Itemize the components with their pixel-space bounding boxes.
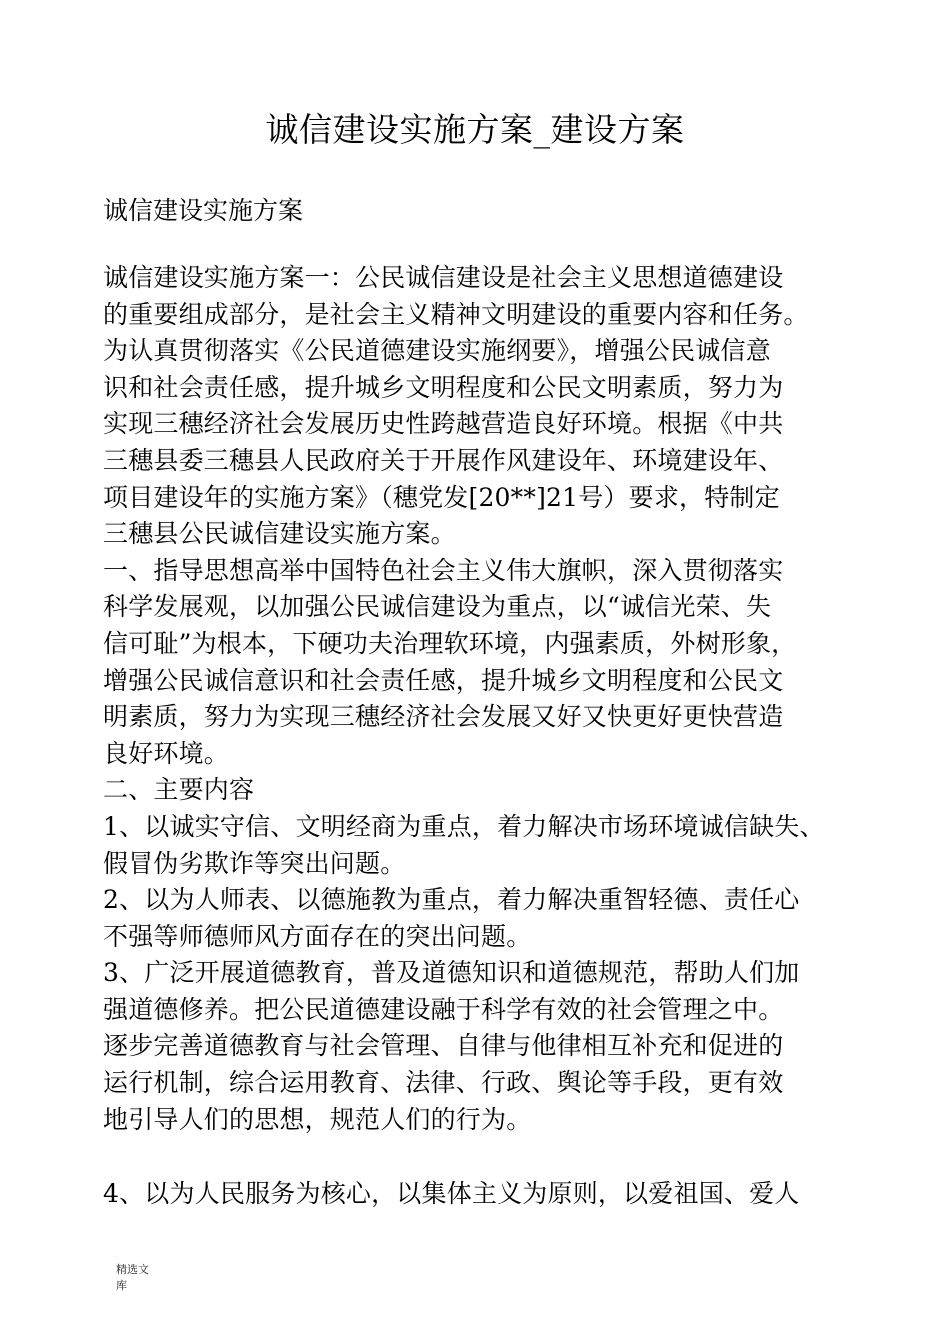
text-line: 2、以为人师表、以德施教为重点，着力解决重智轻德、责任心 xyxy=(103,885,800,915)
text-line: 三穗县委三穗县人民政府关于开展作风建设年、环境建设年、 xyxy=(103,445,784,475)
text-line: 诚信建设实施方案一：公民诚信建设是社会主义思想道德建设 xyxy=(103,263,784,292)
text-line: 的重要组成部分，是社会主义精神文明建设的重要内容和任务。 xyxy=(103,299,809,329)
document-body xyxy=(103,260,863,1213)
text-line: 1、以诚实守信、文明经商为重点，着力解决市场环境诚信缺失、 xyxy=(103,811,825,841)
footer-line: 库 xyxy=(116,1279,127,1292)
document-subtitle: 诚信建设实施方案 xyxy=(103,196,304,225)
text-line: 项目建设年的实施方案》（穗党发[20**]21号）要求，特制定 xyxy=(103,482,780,512)
text-line: 不强等师德师风方面存在的突出问题。 xyxy=(103,921,532,951)
footer-watermark xyxy=(116,1262,162,1294)
text-line: 4、以为人民服务为核心，以集体主义为原则，以爱祖国、爱人 xyxy=(103,1179,800,1209)
text-line: 3、广泛开展道德教育，普及道德知识和道德规范，帮助人们加 xyxy=(103,958,800,988)
text-line: 三穗县公民诚信建设实施方案。 xyxy=(103,519,456,549)
text-line: 科学发展观，以加强公民诚信建设为重点，以“诚信光荣、失 xyxy=(103,592,772,622)
footer-line: 精选文 xyxy=(116,1263,149,1276)
text-line: 为认真贯彻落实《公民道德建设实施纲要》，增强公民诚信意 xyxy=(103,336,771,366)
section-heading: 二、主要内容 xyxy=(103,775,255,805)
text-line: 强道德修养。把公民道德建设融于科学有效的社会管理之中。 xyxy=(103,994,784,1024)
text-line: 明素质，努力为实现三穗经济社会发展又好又快更好更快营造 xyxy=(103,702,784,732)
text-line: 运行机制，综合运用教育、法律、行政、舆论等手段，更有效 xyxy=(103,1068,784,1098)
text-line: 增强公民诚信意识和社会责任感，提升城乡文明程度和公民文 xyxy=(103,665,784,695)
text-line: 一、指导思想高举中国特色社会主义伟大旗帜，深入贯彻落实 xyxy=(103,555,784,585)
page-title: 诚信建设实施方案_建设方案 xyxy=(265,110,685,149)
text-line: 良好环境。 xyxy=(103,738,230,768)
text-line: 识和社会责任感，提升城乡文明程度和公民文明素质，努力为 xyxy=(103,372,784,402)
text-line: 假冒伪劣欺诈等突出问题。 xyxy=(103,848,406,878)
text-line: 实现三穗经济社会发展历史性跨越营造良好环境。根据《中共 xyxy=(103,409,784,439)
text-line: 逐步完善道德教育与社会管理、自律与他律相互补充和促进的 xyxy=(103,1031,784,1061)
text-line: 地引导人们的思想，规范人们的行为。 xyxy=(103,1104,532,1134)
text-line: 信可耻”为根本，下硬功夫治理软环境，内强素质，外树形象， xyxy=(103,628,797,658)
